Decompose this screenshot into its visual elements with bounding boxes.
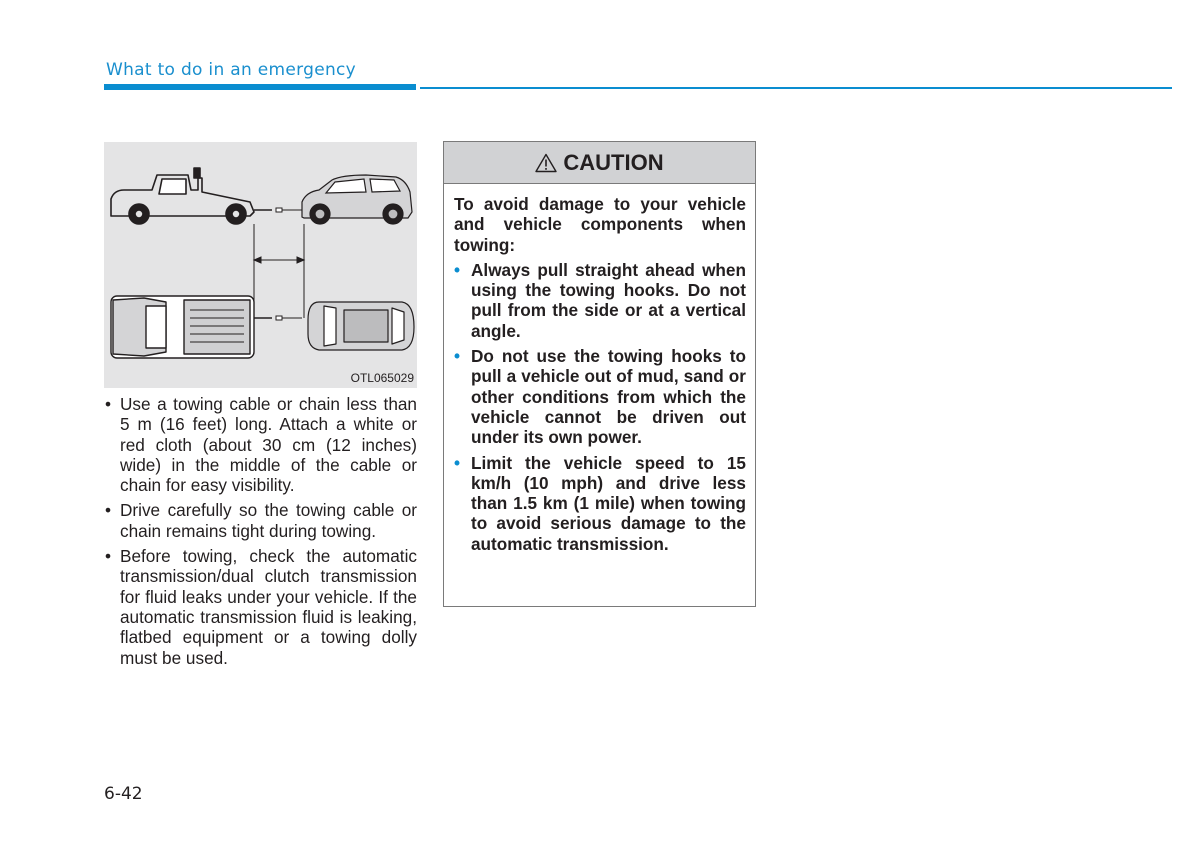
page-number: 6-42 [104, 784, 143, 804]
caution-title: CAUTION [563, 149, 664, 175]
warning-triangle-icon [535, 153, 557, 173]
suv-top-icon [308, 302, 414, 350]
suv-side-icon [302, 175, 412, 224]
figure-code: OTL065029 [350, 371, 414, 385]
header-rule-thin [420, 87, 1172, 89]
list-item: • Drive carefully so the towing cable or chain remains tight during towing. [104, 500, 417, 541]
header-rule-thick [104, 84, 416, 90]
list-item: • Before towing, check the automatic transmission/dual clutch transmission for fluid leaks under your vehicle. If the automatic transmission fluid is leaking, flatbed equipment or a towing dolly must be used. [104, 546, 417, 668]
list-item: • Do not use the towing hooks to pull a vehicle out of mud, sand or other conditions from which the vehicle cannot be driven out under its own power. [454, 346, 746, 447]
towing-illustration [104, 142, 417, 388]
caution-intro: To avoid damage to your vehicle and vehicle components when towing: [454, 194, 746, 255]
caution-box [443, 141, 756, 607]
hook-marker-top [276, 208, 282, 212]
caution-body [444, 184, 755, 554]
list-item: • Always pull straight ahead when using the towing hooks. Do not pull from the side or at a vertical angle. [454, 260, 746, 341]
caution-header [444, 142, 755, 184]
list-item: • Use a towing cable or chain less than 5 m (16 feet) long. Attach a white or red cloth (about 30 cm (12 inches) wide) in the middle of the cable or chain for easy visibility. [104, 394, 417, 495]
hook-marker-bottom [276, 316, 282, 320]
caution-list [454, 260, 746, 554]
tow-truck-top-icon [111, 296, 272, 358]
tow-truck-side-icon [111, 168, 272, 224]
towing-instructions-list [104, 394, 417, 673]
list-item: • Limit the vehicle speed to 15 km/h (10 mph) and drive less than 1.5 km (1 mile) when towing to avoid serious damage to the automatic transmission. [454, 453, 746, 554]
section-title: What to do in an emergency [106, 60, 357, 80]
towing-figure [104, 142, 417, 388]
distance-dimension [254, 224, 304, 318]
